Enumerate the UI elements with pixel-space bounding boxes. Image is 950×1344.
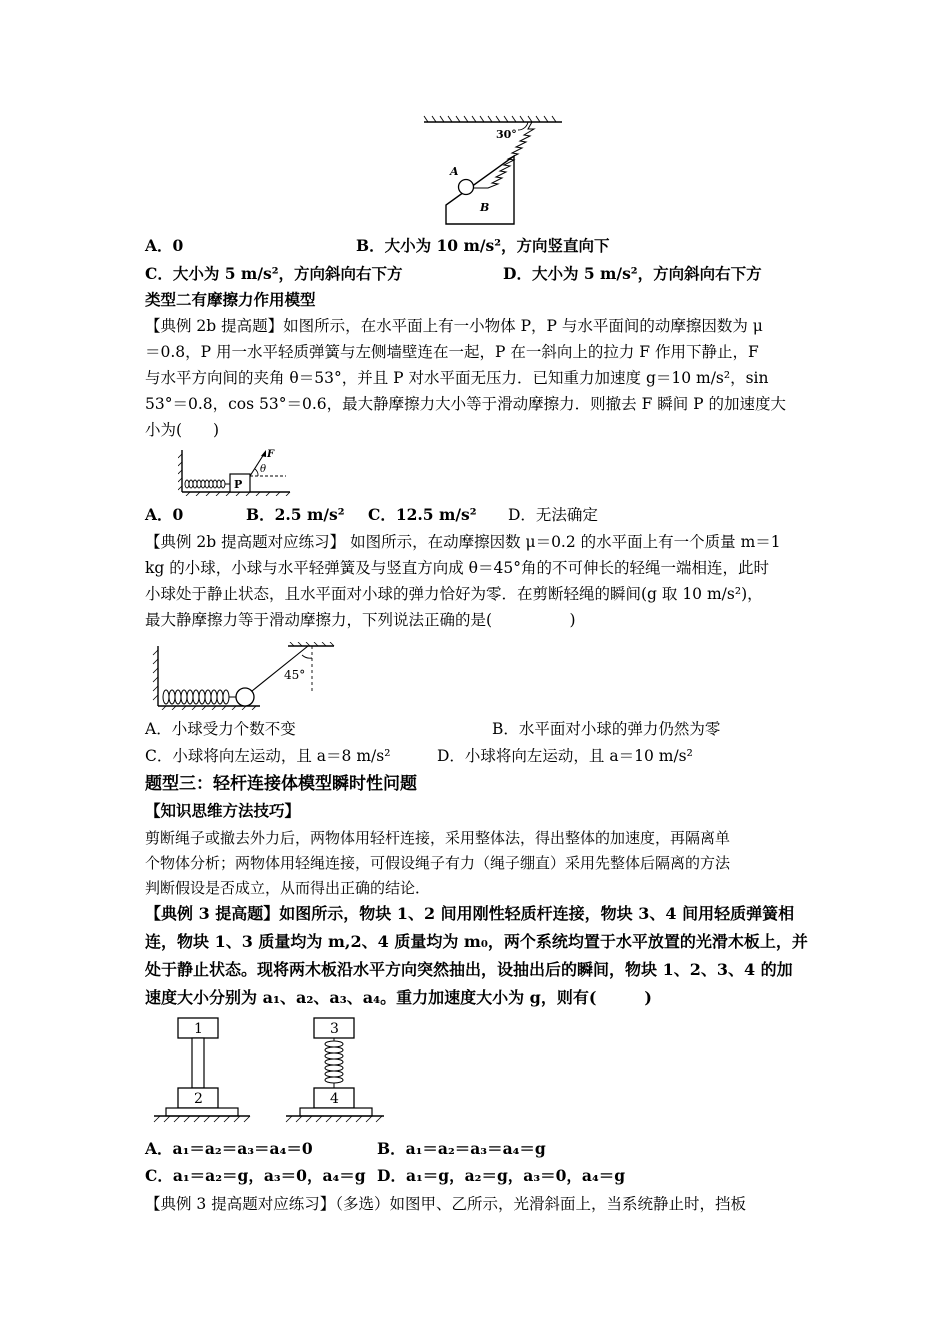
ex2b-line-4: 53°＝0.8，cos 53°＝0.6，最大静摩擦力大小等于滑动摩擦力．则撤去 F 瞬间 P 的加速度大 (145, 395, 787, 413)
force-f-label: F (267, 449, 275, 460)
tips-title: 【知识思维方法技巧】 (145, 801, 301, 820)
tips-line-2: 个物体分析；两物体用轻绳连接，可假设绳子有力（绳子绷直）采用先整体后隔离的方法 (145, 854, 731, 872)
figure-incline-spring (420, 112, 570, 230)
ex3-line-2: 连，物块 1、3 质量均为 m,2、4 质量均为 m₀，两个系统均置于水平放置的光滑木板上，并 (145, 932, 808, 951)
block-1-label: 1 (194, 1021, 203, 1037)
tips-line-1: 剪断绳子或撤去外力后，两物体用轻杆连接，采用整体法，得出整体的加速度，再隔离单 (145, 829, 731, 847)
q1-option-a: A．0 (145, 236, 184, 255)
ex2b-line-3: 与水平方向间的夹角 θ＝53°，并且 P 对水平面无压力．已知重力加速度 g＝10 m/s²，sin (145, 369, 769, 387)
section3-title: 题型三：轻杆连接体模型瞬时性问题 (145, 774, 417, 794)
ex3-option-a: A．a₁＝a₂＝a₃＝a₄＝0 (145, 1139, 313, 1158)
q1-option-d: D．大小为 5 m/s²，方向斜向右下方 (503, 264, 762, 283)
ex3-practice-line: 【典例 3 提高题对应练习】（多选）如图甲、乙所示，光滑斜面上，当系统静止时，挡板 (145, 1195, 746, 1213)
ex2b-practice-line-2: kg 的小球，小球与水平轻弹簧及与竖直方向成 θ＝45°角的不可伸长的轻绳一端相连，此时 (145, 559, 769, 577)
figure-rod-spring-blocks (150, 1014, 390, 1128)
ex2b-practice-option-a: A．小球受力个数不变 (145, 720, 296, 738)
ex2b-practice-option-d: D．小球将向左运动，且 a＝10 m/s² (437, 747, 693, 765)
tips-line-3: 判断假设是否成立，从而得出正确的结论． (145, 879, 431, 897)
ex2b-practice-option-c: C．小球将向左运动，且 a＝8 m/s² (145, 747, 391, 765)
block-4-label: 4 (330, 1091, 339, 1107)
section2-title: 类型二有摩擦力作用模型 (145, 290, 316, 309)
ex3-line-4: 速度大小分别为 a₁、a₂、a₃、a₄。重力加速度大小为 g，则有( ) (145, 988, 652, 1007)
ex2b-option-b: B．2.5 m/s² (246, 505, 345, 524)
ex2b-practice-line-4: 最大静摩擦力等于滑动摩擦力，下列说法正确的是( ) (145, 611, 576, 629)
label-a: A (450, 165, 459, 178)
ex3-line-1: 【典例 3 提高题】如图所示，物块 1、2 间用刚性轻质杆连接，物块 3、4 间用轻质弹簧相 (145, 904, 795, 923)
q1-option-b: B．大小为 10 m/s²，方向竖直向下 (356, 236, 610, 255)
label-b: B (480, 201, 490, 214)
theta-label: θ (260, 464, 267, 475)
ex2b-option-a: A．0 (145, 505, 184, 524)
ex2b-practice-line-3: 小球处于静止状态，且水平面对小球的弹力恰好为零．在剪断轻绳的瞬间(g 取 10 m/s²)， (145, 585, 763, 603)
ex2b-option-c: C．12.5 m/s² (368, 505, 477, 524)
q1-option-c: C．大小为 5 m/s²，方向斜向右下方 (145, 264, 403, 283)
figure-spring-block-p (178, 444, 298, 496)
angle-label-30: 30° (496, 128, 517, 141)
ex2b-practice-option-b: B．水平面对小球的弹力仍然为零 (492, 720, 721, 738)
ex2b-option-d: D．无法确定 (508, 506, 598, 524)
block-3-label: 3 (330, 1021, 339, 1037)
ex3-option-d: D．a₁＝g，a₂＝g，a₃＝0，a₄＝g (377, 1166, 626, 1185)
figure-ball-spring-rope (148, 642, 348, 710)
ex2b-line-1: 【典例 2b 提高题】如图所示，在水平面上有一小物体 P，P 与水平面间的动摩擦因数为 μ (145, 317, 763, 335)
ex3-option-c: C．a₁＝a₂＝g，a₃＝0，a₄＝g (145, 1166, 366, 1185)
ex3-option-b: B．a₁＝a₂＝a₃＝a₄＝g (377, 1139, 546, 1158)
ex3-line-3: 处于静止状态。现将两木板沿水平方向突然抽出，设抽出后的瞬间，物块 1、2、3、4 的加 (145, 960, 793, 979)
block-p-label: P (234, 478, 243, 491)
block-2-label: 2 (194, 1091, 203, 1107)
ex2b-line-5: 小为( ) (145, 421, 220, 439)
ex2b-line-2: ＝0.8，P 用一水平轻质弹簧与左侧墙壁连在一起，P 在一斜向上的拉力 F 作用下静止，F (145, 343, 759, 361)
ex2b-practice-line-1: 【典例 2b 提高题对应练习】 如图所示，在动摩擦因数 μ＝0.2 的水平面上有一个质量 m＝1 (145, 533, 781, 551)
angle-label-45: 45° (284, 668, 306, 682)
